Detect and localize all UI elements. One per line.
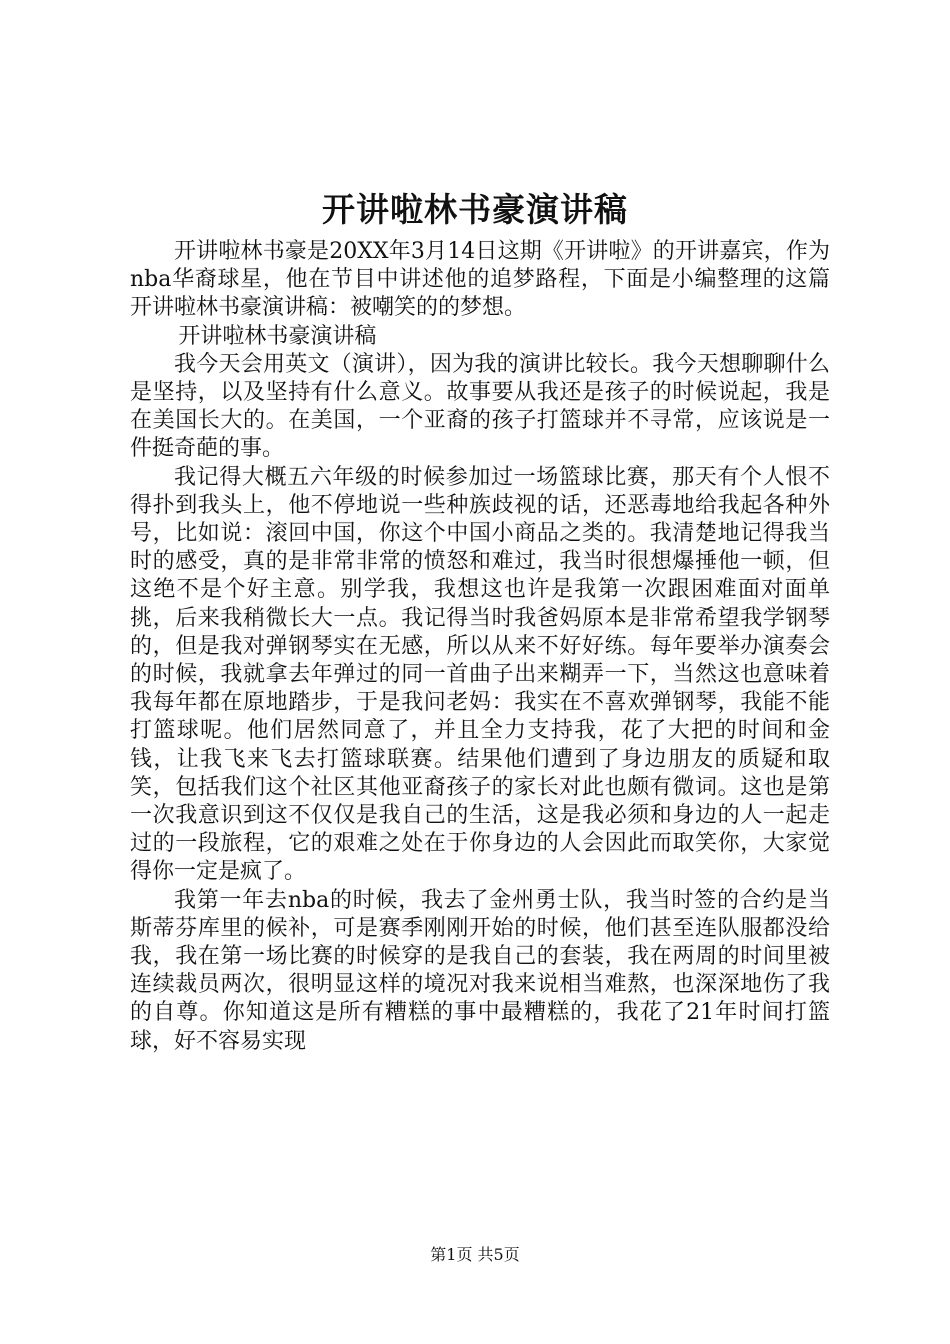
document-body	[130, 238, 830, 1056]
subheading: 开讲啦林书豪演讲稿	[178, 323, 377, 349]
body-paragraph: 我第一年去nba的时候，我去了金州勇士队，我当时签的合约是当斯蒂芬库里的候补，可是赛季刚刚开始的时候，他们甚至连队服都没给我，我在第一场比赛的时候穿的是我自己的套装，我在两周的时间里被连续裁员两次，很明显这样的境况对我来说相当难熬，也深深地伤了我的自尊。你知道这是所有糟糕的事中最糟糕的，我花了21年时间打篮球，好不容易实现	[130, 887, 830, 1054]
document-title: 开讲啦林书豪演讲稿	[322, 190, 628, 229]
page-number-footer: 第1页 共5页	[430, 1245, 520, 1264]
body-paragraph: 我今天会用英文（演讲），因为我的演讲比较长。我今天想聊聊什么是坚持，以及坚持有什么意义。故事要从我还是孩子的时候说起，我是在美国长大的。在美国，一个亚裔的孩子打篮球并不寻常，应该说是一件挺奇葩的事。	[130, 351, 830, 462]
body-paragraph: 我记得大概五六年级的时候参加过一场篮球比赛，那天有个人恨不得扑到我头上，他不停地说一些种族歧视的话，还恶毒地给我起各种外号，比如说：滚回中国，你这个中国小商品之类的。我清楚地记得我当时的感受，真的是非常非常的愤怒和难过，我当时很想爆捶他一顿，但这绝不是个好主意。别学我，我想这也许是我第一次跟困难面对面单挑，后来我稍微长大一点。我记得当时我爸妈原本是非常希望我学钢琴的，但是我对弹钢琴实在无感，所以从来不好好练。每年要举办演奏会的时候，我就拿去年弹过的同一首曲子出来糊弄一下，当然这也意味着我每年都在原地踏步，于是我问老妈：我实在不喜欢弹钢琴，我能不能打篮球呢。他们居然同意了，并且全力支持我，花了大把的时间和金钱，让我飞来飞去打篮球联赛。结果他们遭到了身边朋友的质疑和取笑，包括我们这个社区其他亚裔孩子的家长对此也颇有微词。这也是第一次我意识到这不仅仅是我自己的生活，这是我必须和身边的人一起走过的一段旅程，它的艰难之处在于你身边的人会因此而取笑你，大家觉得你一定是疯了。	[130, 464, 830, 885]
intro-paragraph: 开讲啦林书豪是20XX年3月14日这期《开讲啦》的开讲嘉宾，作为nba华裔球星，他在节目中讲述他的追梦路程，下面是小编整理的这篇开讲啦林书豪演讲稿：被嘲笑的的梦想。	[130, 239, 830, 321]
